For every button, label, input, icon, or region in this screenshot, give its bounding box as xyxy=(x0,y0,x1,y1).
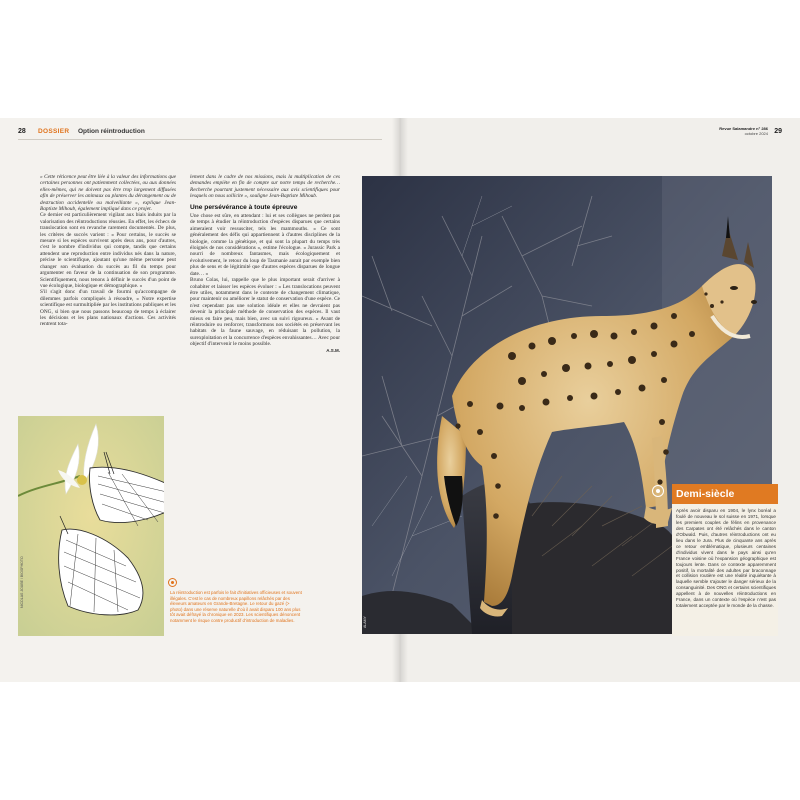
magazine-spread xyxy=(0,118,800,682)
magazine-info xyxy=(719,126,768,136)
section-tag: DOSSIER xyxy=(38,128,70,135)
butterfly-photo xyxy=(18,416,164,636)
butterfly-illustration xyxy=(18,416,164,636)
page-number-left: 28 xyxy=(18,128,26,135)
photo-credit: NICOLAS JOUBE / BIOSPHOTO xyxy=(20,556,24,608)
page-number-right: 29 xyxy=(774,128,782,135)
caption-marker-icon xyxy=(168,578,177,587)
photo-caption: La réintroduction est parfois le fait d'initiatives officieuses et souvent illégales. C'est le cas de nombreux papillons relâchés par des éleveurs amateurs en Grande-Bretagne. Le retour du gazé (> photo) dans une réserve naturelle d'où il avait disparu 100 ans plus tôt avait défrayé la chronique en 2023. Les scientifiques dénoncent notamment le risque contre productif d'introduction de maladies. xyxy=(170,590,302,623)
text-column-2 xyxy=(190,174,340,354)
sidebar-title: Demi-siècle xyxy=(672,484,778,504)
text-column-1 xyxy=(40,174,176,328)
paragraph: « Cette réticence peut être liée à la valeur des informations que certaines personnes ont patiemment collectées, ou aux données elles-mêmes, qui ne doivent pas être trop largement diffusées afin de préserver les animaux ou plantes du dérangement ou de destruction accidentelle ou malveillante », explique Jean-Baptiste Mihoub, également impliqué dans ce projet. xyxy=(40,174,176,213)
sidebar-text: Après avoir disparu en 1904, le lynx boréal a foulé de nouveau le sol suisse en 1971, lorsque les premiers couples de félins en provenance des Carpates ont été relâchés dans le canton d'Obwald. Puis, d'autres réintroductions ont eu lieu dans le Jura. Plus de cinquante ans après ce retour emblématique, plusieurs centaines d'individus vivent dans le pays ainsi qu'en France voisine où l'expansion géographique est toujours lente. Dans ce contexte apparemment positif, la mortalité des adultes par braconnage et collision routière est une réalité inquiétante à laquelle semble s'ajouter le danger sérieux de la consanguinité. Des ONG et certains scientifiques appellent à de nouvelles réintroductions en France, dans un contexte où l'espèce n'est pas totalement acceptée par le monde de la chasse. xyxy=(676,508,776,609)
paragraph: S'il s'agit donc d'un travail de fourmi qu'accompagne de dilemmes parfois compliqués à résoudre, « Notre expertise scientifique est surmultipliée par les institutions publiques et les ONG, si bien que nous passons beaucoup de temps à éclairer les décisions et les plans nationaux d'actions. Ces activités rentrent tota- xyxy=(40,289,176,328)
photo-credit: ALAMY xyxy=(363,616,367,628)
paragraph: Ce dernier est particulièrement vigilant aux biais induits par la valorisation des réintroductions réussies. En effet, les échecs de translocation sont en revanche rarement documentés. De plus, les critères de succès varient : « Pour certains, le succès se mesure si les espèces survivent après deux ans, pour d'autres, c'est le nombre d'individus qui compte, tandis que certains attendent une reproduction entre individus nés dans la nature, précise le scientifique, ajoutant qu'une même personne peut changer son évaluation du succès au fil du temps pour argumenter en faveur de la continuation de son programme. Scientifiquement, nous tenons à définir le succès d'un point de vue écologique, biologique et démographique. » xyxy=(40,212,176,289)
issue-date: octobre 2024 xyxy=(744,131,768,136)
paragraph: Une chose est sûre, en attendant : lui et ses collègues ne perdent pas de temps à étudier la réintroduction d'espèces disparues que certains aimeraient voir ressusciter, tels les mammouths. « Ce sont généralement des défis qui appartiennent à d'autres disciplines de la biologie, comme la génétique, et qui sont la plupart du temps très éloignés de nos considérations », estime l'écologue. « Jurassic Park a nourri de nombreux fantasmes, mais écologiquement et évolutivement, le retour du loup de Tasmanie aurait par exemple bien plus de sens et de légitimité que d'autres espèces disparues de longue date… » xyxy=(190,213,340,277)
header-rule xyxy=(18,139,382,140)
author-signature: A.S.M. xyxy=(326,347,340,353)
sidebar-marker-icon xyxy=(652,485,664,497)
section-title: Option réintroduction xyxy=(78,128,145,135)
left-page xyxy=(0,118,400,682)
paragraph: lement dans le cadre de nos missions, mais la multiplication de ces demandes empiète en fin de compte sur notre temps de recherche… Recherche pourtant justement nécessaire aux avis scientifiques pour lesquels on nous sollicite », souligne Jean-Baptiste Mihoub. xyxy=(190,174,340,200)
paragraph: Bruno Colas, lui, rappelle que le plus important serait d'arriver à cohabiter et laisser les espèces évoluer : « Les translocations peuvent être utiles, notamment dans le contexte de changement climatique, pour maintenir ou améliorer le statut de conservation d'une espèce. Ce n'est cependant pas une solution idéale et elles ne devraient pas devenir la principale méthode de conservation des espèces. Il vaut mieux en faire peu, mais bien, avec un suivi rigoureux. » Avant de réintroduire ou renforcer, transformons nos sociétés en préservant les habitats de la faune sauvage, en réduisant la pollution, la surexploitation et la concurrence d'espèces envahissantes… Avec pour objectif d'intervenir le moins possible. xyxy=(190,277,340,348)
magazine-name: Revue Salamandre n° 286 xyxy=(719,126,768,131)
subheading: Une persévérance à toute épreuve xyxy=(190,203,298,211)
